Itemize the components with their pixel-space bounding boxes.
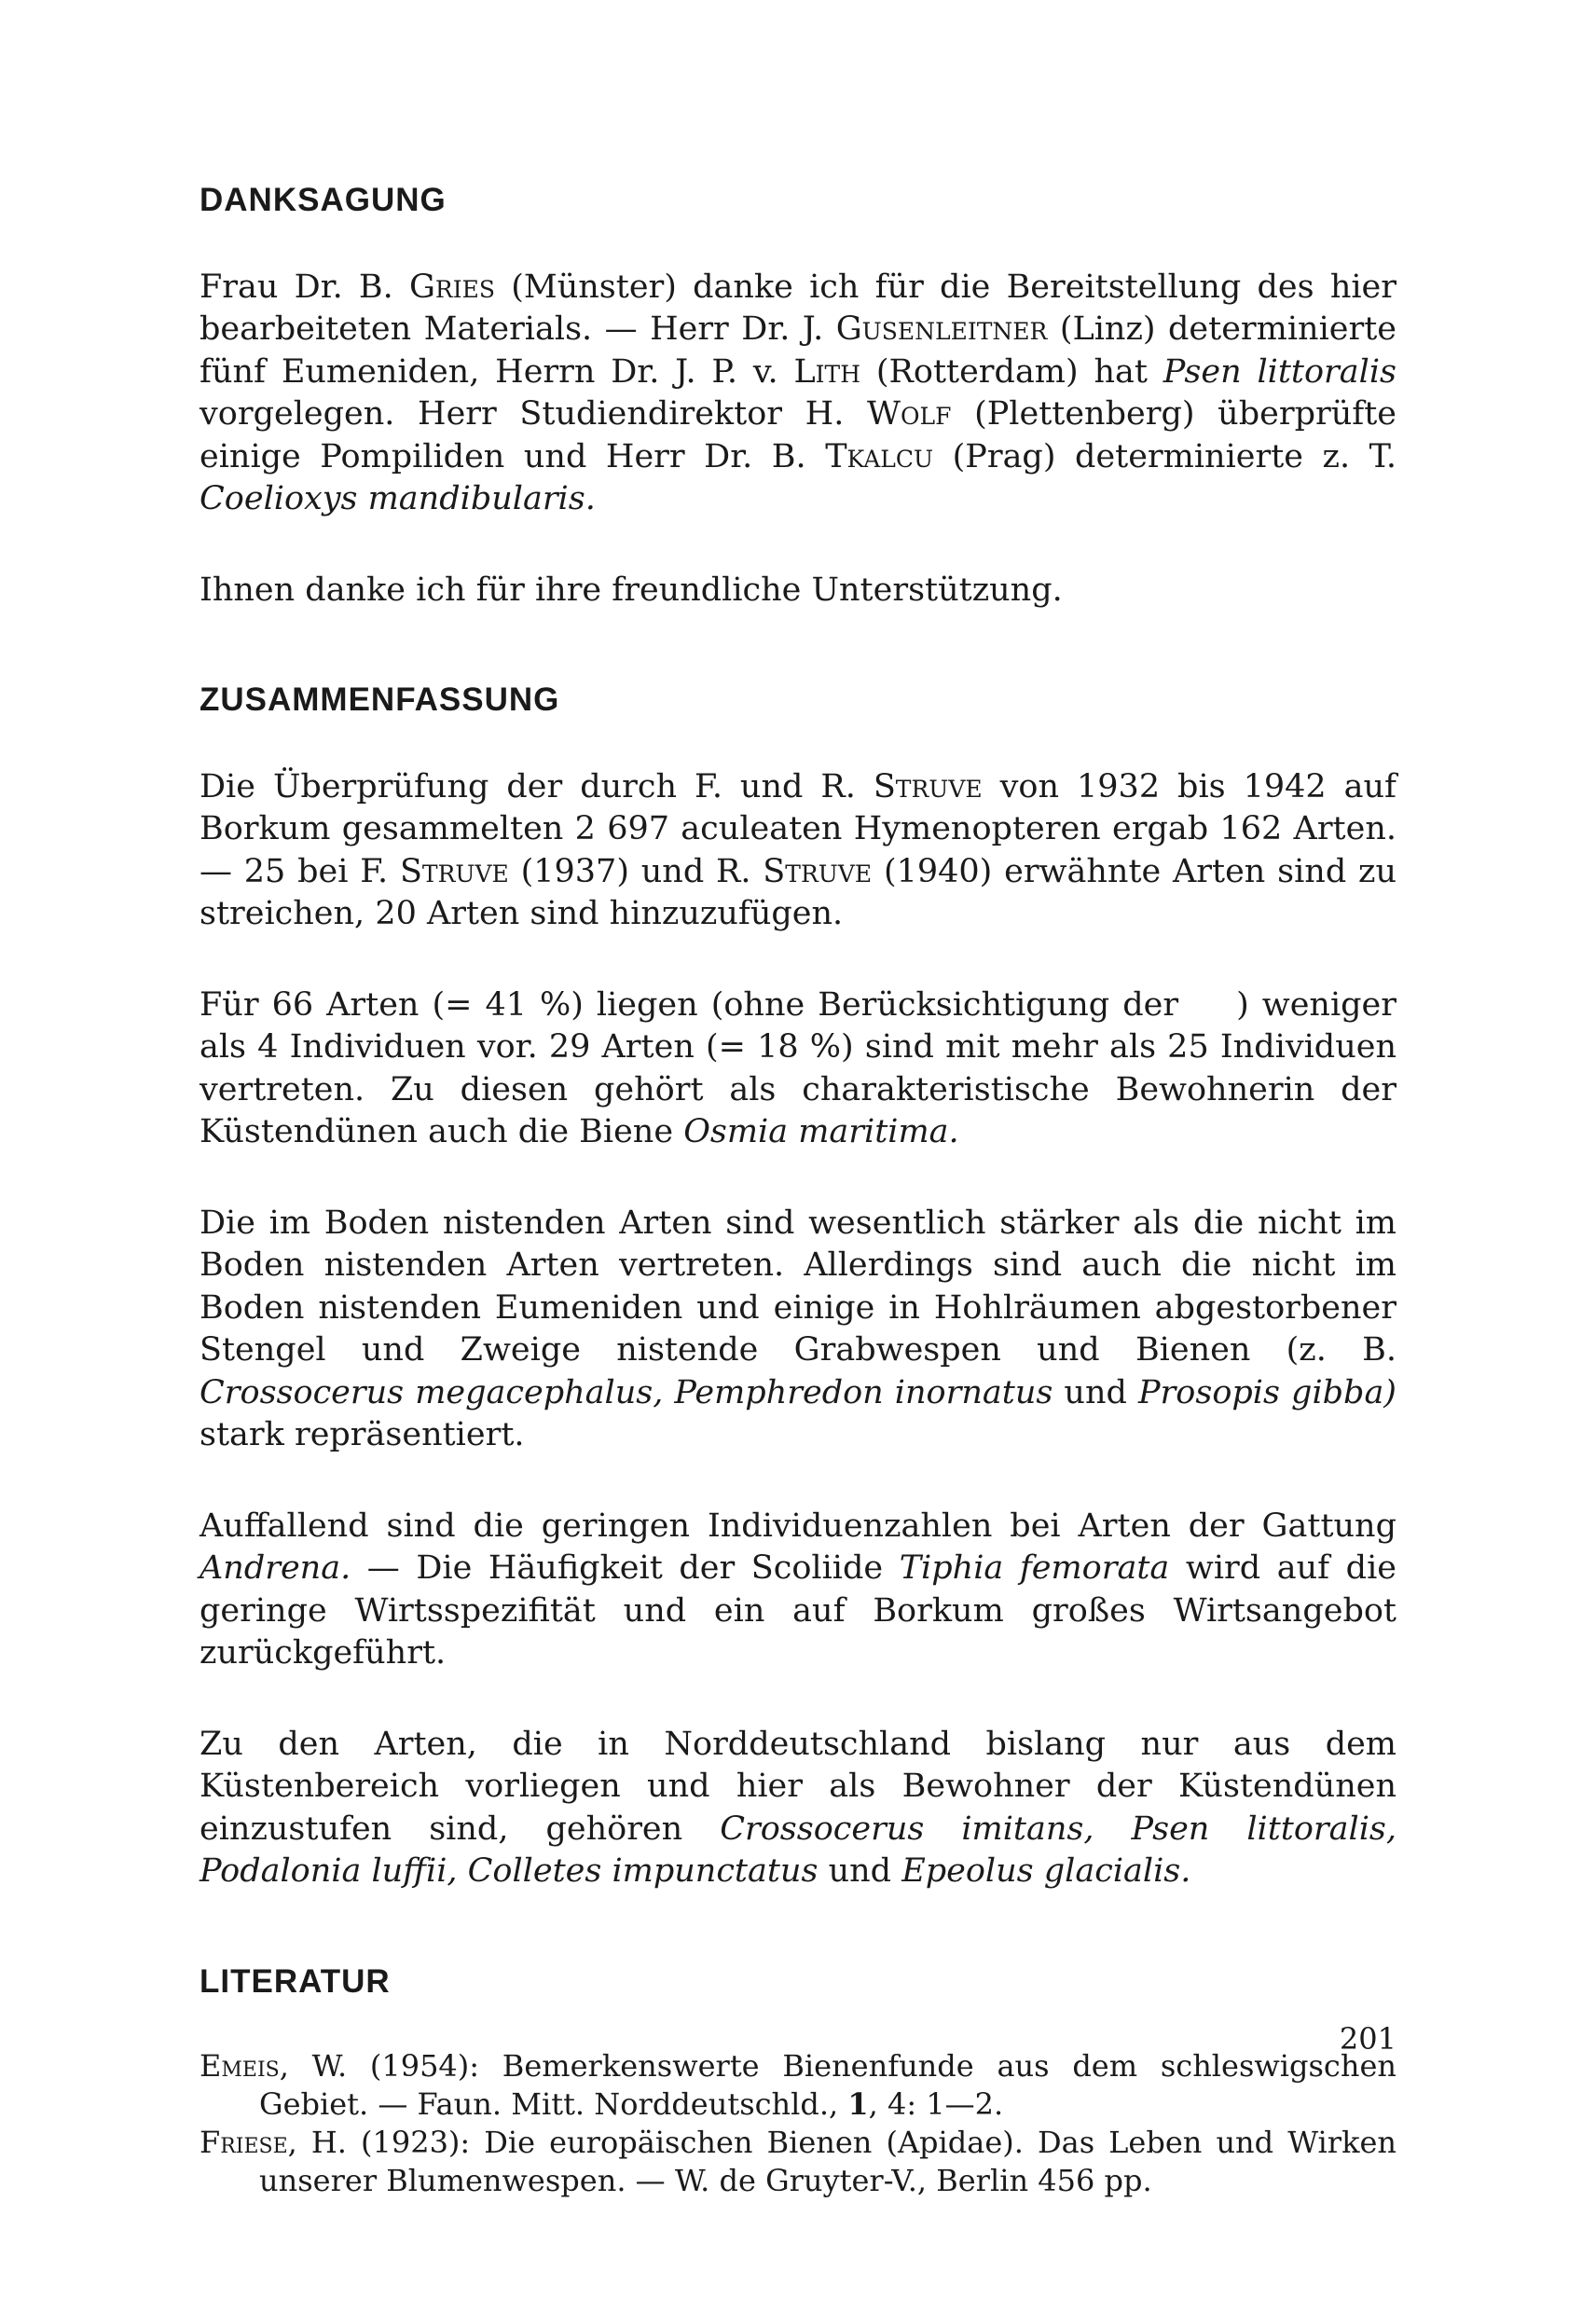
species-name: Prosopis gibba): [1138, 1373, 1396, 1411]
danksagung-paragraph-1: Frau Dr. B. Gries (Münster) danke ich für die Bereitstellung des hier bearbeiteten Materials. — Herr Dr. J. Gusenleitner (Linz) determinierte fünf Eumeniden, Herrn Dr. J. P. v. Lith (Rotterdam) hat Psen littoralis vorgelegen. Herr Studiendirektor H. Wolf (Plettenberg) überprüfte einige Pompiliden und Herr Dr. B. Tkalcu (Prag) determinierte z. T. Coelioxys mandibularis.: [200, 268, 1396, 517]
section-heading-zusammenfassung: ZUSAMMENFASSUNG: [200, 681, 560, 718]
danksagung-paragraph-2: Ihnen danke ich für ihre freundliche Unterstützung.: [200, 571, 1063, 609]
reference-author: Emeis: [200, 2048, 280, 2084]
zusammenfassung-paragraph-3: Die im Boden nistenden Arten sind wesentlich stärker als die nicht im Boden nistenden Arten vertreten. Allerdings sind auch die nicht im Boden nistenden Eumeniden und einige in Hohlräumen abgestorbener Stengel und Zweige nistende Grabwespen und Bienen (z. B. Crossocerus megacephalus, Pemphredon inornatus und Prosopis gibba) stark repräsentiert.: [200, 1204, 1396, 1453]
reference-list: [200, 2047, 1396, 2200]
author-name: Gries: [408, 268, 496, 306]
author-name: Wolf: [867, 395, 952, 433]
species-name: Crossocerus megacephalus, Pemphredon inornatus: [200, 1373, 1053, 1411]
reference-volume: 1: [847, 2086, 869, 2122]
author-name: Gusenleitner: [835, 310, 1048, 348]
author-name: Tkalcu: [825, 437, 934, 475]
page-content: [200, 179, 1396, 2200]
species-name: Tiphia femorata: [899, 1549, 1170, 1587]
species-name: Andrena.: [200, 1549, 351, 1587]
zusammenfassung-paragraph-1: Die Überprüfung der durch F. und R. Struve von 1932 bis 1942 auf Borkum gesammelten 2 697 aculeaten Hymenopteren ergab 162 Arten. — 25 bei F. Struve (1937) und R. Struve (1940) erwähnte Arten sind zu streichen, 20 Arten sind hinzuzufügen.: [200, 767, 1396, 932]
author-name: Struve: [873, 767, 983, 805]
species-name: Osmia maritima.: [683, 1113, 959, 1150]
zusammenfassung-paragraph-2: Für 66 Arten (= 41 %) liegen (ohne Berücksichtigung der ) weniger als 4 Individuen vor. 29 Arten (= 18 %) sind mit mehr als 25 Individuen vertreten. Zu diesen gehört als charakteristische Bewohnerin der Küstendünen auch die Biene Osmia maritima.: [200, 985, 1397, 1150]
reference-item: Friese, H. (1923): Die europäischen Bienen (Apidae). Das Leben und Wirken unserer Blumenwespen. — W. de Gruyter-V., Berlin 456 pp.: [200, 2125, 1396, 2198]
author-name: Lith: [793, 352, 861, 391]
section-heading-danksagung: DANKSAGUNG: [200, 182, 447, 218]
zusammenfassung-paragraph-4: Auffallend sind die geringen Individuenzahlen bei Arten der Gattung Andrena. — Die Häufigkeit der Scoliide Tiphia femorata wird auf die geringe Wirtsspezifität und ein auf Borkum großes Wirtsangebot zurückgeführt.: [200, 1507, 1396, 1672]
species-name: Epeolus glacialis.: [901, 1852, 1191, 1890]
page-number: 201: [1339, 2021, 1396, 2057]
author-name: Struve: [763, 852, 873, 890]
author-name: Struve: [399, 852, 509, 890]
species-name: Psen littoralis: [1163, 352, 1396, 391]
reference-item: Emeis, W. (1954): Bemerkenswerte Bienenfunde aus dem schleswigschen Gebiet. — Faun. Mitt. Norddeutschld., 1, 4: 1—2.: [200, 2048, 1396, 2122]
reference-author: Friese: [200, 2125, 288, 2160]
section-heading-literatur: LITERATUR: [200, 1962, 391, 2000]
zusammenfassung-paragraph-5: Zu den Arten, die in Norddeutschland bislang nur aus dem Küstenbereich vorliegen und hier als Bewohner der Küstendünen einzustufen sind, gehören Crossocerus imitans, Psen littoralis, Podalonia luffii, Colletes impunctatus und Epeolus glacialis.: [200, 1725, 1396, 1890]
species-name: Coelioxys mandibularis.: [200, 480, 596, 517]
species-name: Crossocerus imitans, Psen littoralis, Podalonia luffii, Colletes impunctatus: [200, 1810, 1396, 1890]
